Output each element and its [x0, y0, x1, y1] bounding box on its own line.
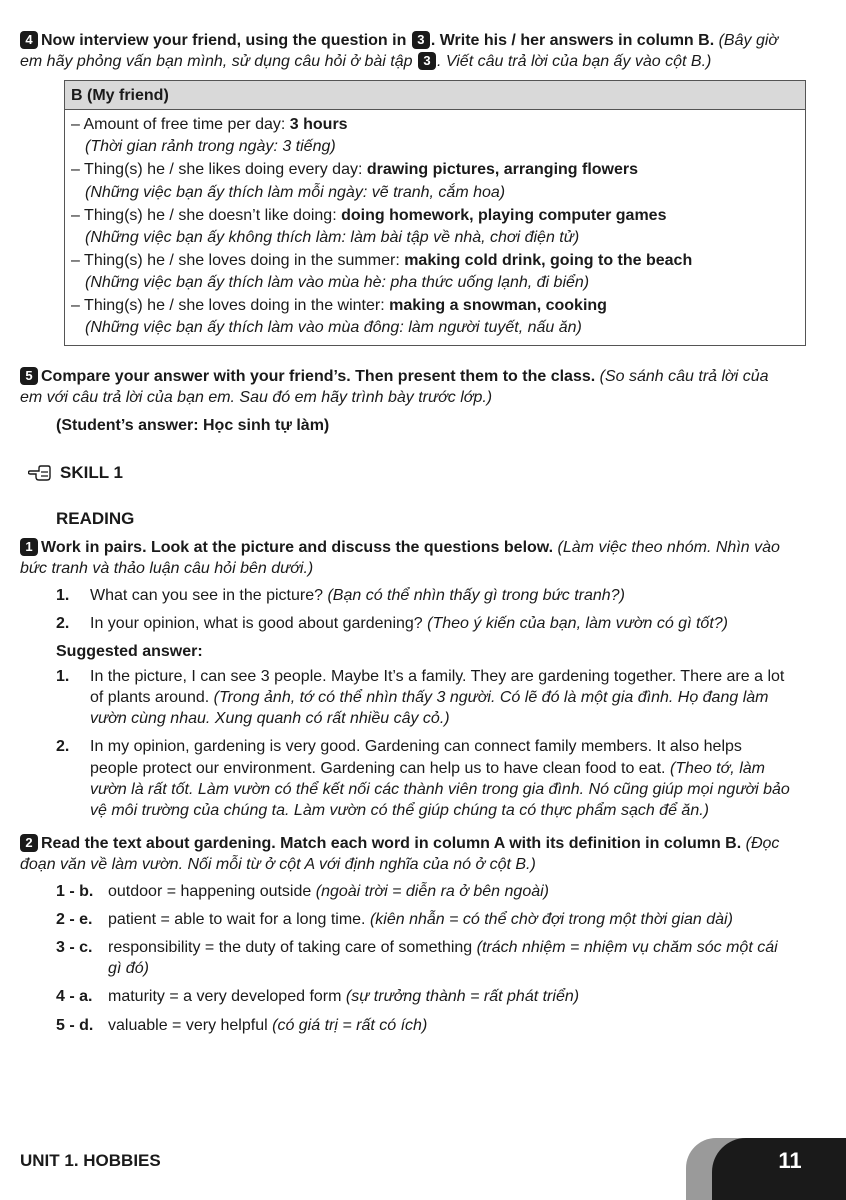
- task-number-badge: 1: [20, 538, 38, 556]
- table-row: [71, 205, 799, 226]
- item-number: 1.: [56, 586, 70, 604]
- match-translation: (kiên nhẫn = có thể chờ đợi trong một thời gian dài): [369, 911, 733, 929]
- question-list: [56, 585, 790, 634]
- row-label: – Thing(s) he / she likes doing every day:: [71, 161, 367, 179]
- match-text: patient = able to wait for a long time.: [108, 911, 370, 929]
- row-translation: (Những việc bạn ấy thích làm vào mùa đông: làm người tuyết, nấu ăn): [85, 319, 582, 337]
- match-key: 1 - b.: [56, 883, 94, 901]
- task-4: [20, 30, 790, 72]
- task-5: [20, 366, 790, 435]
- footer-unit-title: UNIT 1. HOBBIES: [20, 1151, 161, 1170]
- table-row: [71, 295, 799, 316]
- answer-text: In the picture, I can see 3 people. Maybe It’s a family. They are gardening together. There are a lot of plants around.: [90, 668, 785, 707]
- row-translation: (Những việc bạn ấy không thích làm: làm bài tập về nhà, chơi điện tử): [85, 228, 580, 246]
- reference-badge: 3: [418, 52, 436, 70]
- task-1: [20, 537, 790, 821]
- match-translation: (có giá trị = rất có ích): [272, 1016, 428, 1034]
- question-translation: (Theo ý kiến của bạn, làm vườn có gì tốt?): [427, 614, 728, 632]
- suggested-answer-heading: Suggested answer:: [56, 642, 203, 660]
- row-label: – Thing(s) he / she loves doing in the summer:: [71, 251, 405, 269]
- item-number: 2.: [56, 738, 70, 756]
- task-instruction: Compare your answer with your friend’s. Then present them to the class.: [41, 368, 596, 386]
- match-key: 5 - d.: [56, 1016, 94, 1034]
- task-instruction-end: . Write his / her answers in column B.: [430, 32, 715, 49]
- task-instruction: Read the text about gardening. Match each word in column A with its definition in column B.: [41, 834, 742, 852]
- table-row: [71, 250, 799, 271]
- task-2: [20, 833, 790, 1036]
- task-instruction: Now interview your friend, using the question in: [41, 32, 407, 49]
- answer-translation: (Theo tớ, làm vườn là rất tốt. Làm vườn có thể kết nối các thành viên trong gia đình. Nó cũng giúp mọi người bảo vệ môi trường của chúng ta. Làm vườn có thể giúp chúng ta có thực phẩm sạch để ăn.): [90, 759, 790, 819]
- skill-heading: [20, 462, 790, 484]
- question-translation: (Bạn có thể nhìn thấy gì trong bức tranh?): [327, 586, 625, 604]
- question-text: What can you see in the picture?: [90, 586, 328, 604]
- match-key: 3 - c.: [56, 939, 93, 957]
- match-text: responsibility = the duty of taking care of something: [108, 939, 477, 957]
- task-translation: (So sánh câu trả lời của em với câu trả lời của bạn em. Sau đó em hãy trình bày trước lớp.): [20, 368, 769, 407]
- reference-badge: 3: [412, 31, 430, 49]
- task-instruction: Work in pairs. Look at the picture and discuss the questions below.: [41, 538, 554, 556]
- list-item: [56, 613, 790, 634]
- question-text: In your opinion, what is good about gardening?: [90, 614, 428, 632]
- task-translation: (Bây giờ em hãy phỏng vấn bạn mình, sử dụng câu hỏi ở bài tập: [20, 32, 779, 71]
- row-answer: doing homework, playing computer games: [341, 206, 667, 224]
- page-number-tab: [712, 1138, 846, 1200]
- row-answer: making a snowman, cooking: [389, 297, 607, 315]
- list-item: [56, 666, 790, 729]
- table-cell: [65, 110, 806, 346]
- row-answer: 3 hours: [289, 116, 348, 134]
- match-key: 4 - a.: [56, 988, 93, 1006]
- row-label: – Thing(s) he / she loves doing in the winter:: [71, 297, 390, 315]
- row-label: – Amount of free time per day:: [71, 116, 290, 134]
- task-number-badge: 5: [20, 367, 38, 385]
- table-row: [71, 159, 799, 180]
- student-answer-note: (Student’s answer: Học sinh tự làm): [56, 416, 330, 434]
- row-translation: (Thời gian rảnh trong ngày: 3 tiếng): [85, 138, 336, 156]
- task-translation: (Đọc đoạn văn về làm vườn. Nối mỗi từ ở cột A với định nghĩa của nó ở cột B.): [20, 834, 780, 873]
- pointing-hand-icon: [28, 462, 52, 484]
- list-item: [56, 909, 790, 930]
- answer-translation: (Trong ảnh, tớ có thể nhìn thấy 3 người. Có lẽ đó là một gia đình. Họ đang làm vườn cùng nhau. Xung quanh có rất nhiều cây cỏ.): [90, 689, 769, 728]
- match-text: valuable = very helpful: [108, 1016, 273, 1034]
- list-item: [56, 986, 790, 1007]
- list-item: [56, 736, 790, 820]
- match-text: outdoor = happening outside: [108, 883, 316, 901]
- row-answer: making cold drink, going to the beach: [404, 251, 693, 269]
- task-number-badge: 4: [20, 31, 38, 49]
- task-translation: (Làm việc theo nhóm. Nhìn vào bức tranh và thảo luận câu hỏi bên dưới.): [20, 538, 780, 577]
- match-list: [56, 881, 790, 1036]
- page-number: 11: [778, 1148, 802, 1173]
- item-number: 1.: [56, 668, 70, 686]
- row-label: – Thing(s) he / she doesn’t like doing:: [71, 206, 342, 224]
- row-answer: drawing pictures, arranging flowers: [366, 161, 639, 179]
- match-translation: (sự trưởng thành = rất phát triển): [345, 988, 580, 1006]
- match-key: 2 - e.: [56, 911, 93, 929]
- match-text: maturity = a very developed form: [108, 988, 346, 1006]
- table-row: [71, 114, 799, 135]
- friend-answers-table: [64, 80, 806, 346]
- task-number-badge: 2: [20, 834, 38, 852]
- skill-label: SKILL 1: [60, 462, 123, 482]
- task-translation-end: . Viết câu trả lời của bạn ấy vào cột B.): [436, 53, 712, 71]
- list-item: [56, 1015, 790, 1036]
- match-translation: (trách nhiệm = nhiệm vụ chăm sóc một cái gì đó): [108, 939, 778, 978]
- match-translation: (ngoài trời = diễn ra ở bên ngoài): [315, 883, 549, 901]
- table-header: B (My friend): [65, 81, 806, 110]
- list-item: [56, 881, 790, 902]
- page-content: [20, 30, 790, 1044]
- row-translation: (Những việc bạn ấy thích làm vào mùa hè: pha thức uống lạnh, đi biển): [85, 273, 590, 291]
- answer-text: In my opinion, gardening is very good. Gardening can connect family members. It also helps people protect our environment. Gardening can help us to have clean food to eat.: [90, 738, 742, 777]
- answer-list: [56, 666, 790, 821]
- row-translation: (Những việc bạn ấy thích làm mỗi ngày: vẽ tranh, cắm hoa): [85, 183, 506, 201]
- item-number: 2.: [56, 614, 70, 632]
- list-item: [56, 585, 790, 606]
- list-item: [56, 937, 790, 979]
- reading-heading: READING: [56, 509, 135, 529]
